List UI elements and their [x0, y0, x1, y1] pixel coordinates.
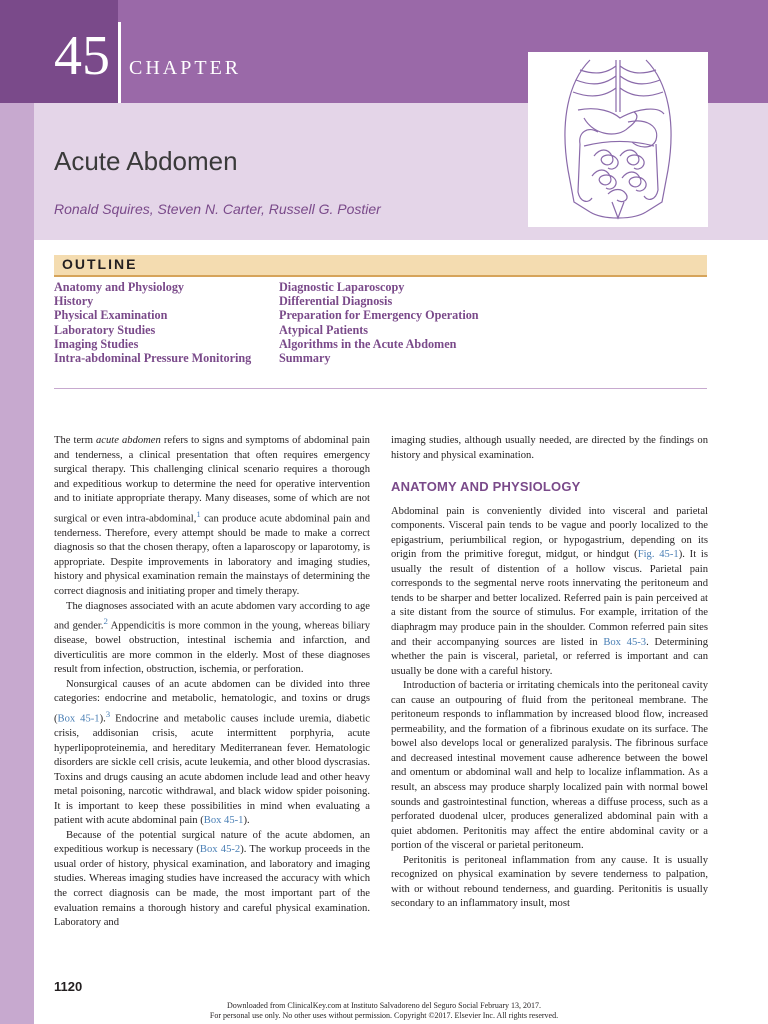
- chapter-label: CHAPTER: [129, 57, 242, 79]
- outline-link-anatomy[interactable]: Anatomy and Physiology: [54, 280, 185, 294]
- outline-link-differential-diagnosis[interactable]: Differential Diagnosis: [279, 294, 393, 309]
- citation-1[interactable]: 1: [196, 508, 201, 519]
- outline-label: OUTLINE: [62, 256, 138, 272]
- outline-link-atypical-patients[interactable]: Atypical Patients: [279, 322, 369, 337]
- outline-divider: [54, 388, 707, 389]
- outline-link-physical-examination[interactable]: Physical Examination: [54, 308, 168, 323]
- box-45-1-link-2[interactable]: Box 45-1: [203, 815, 244, 827]
- chapter-number: 45: [54, 25, 110, 87]
- footer-copyright: For personal use only. No other uses without permission. Copyright ©2017. Elsevier Inc. All rights reserved.: [209, 1011, 559, 1020]
- paragraph-pain-types: Abdominal pain is conveniently divided into visceral and parietal components. Visceral pain tends to be vague and poorly localized to the epigastrium, periumbilical region, or hypogastrium, depending on its origin from the primitive foregut, midgut, or hindgut (Fig. 45-1). It is usually the result of distention of a hollow viscus. Parietal pain corresponds to the segmental nerve roots innervating the peritoneum and tends to be sharper and better localized. Referred pain is pain perceived at a site distant from the source of stimulus. For example, irritation of the diaphragm may produce pain in the shoulder. Common referred pain sites and their accompanying sources are listed in Box 45-3. Determining whether the pain is visceral, parietal, or referred is important and can usually be done with a careful history.: [391, 505, 709, 677]
- box-45-3-link[interactable]: Box 45-3: [603, 636, 647, 648]
- outline-link-summary[interactable]: Summary: [279, 351, 331, 366]
- chapter-number-separator: [118, 22, 121, 103]
- outline-link-pressure-monitoring[interactable]: Intra-abdominal Pressure Monitoring: [54, 351, 252, 366]
- outline-link-emergency-operation[interactable]: Preparation for Emergency Operation: [279, 308, 479, 323]
- body-right-column: [391, 434, 708, 912]
- section-heading-anatomy: ANATOMY AND PHYSIOLOGY: [391, 479, 581, 495]
- outline-left-column: [54, 280, 251, 365]
- paragraph-intro: The term acute abdomen refers to signs and symptoms of abdominal pain and tenderness, a clinical presentation that often requires emergency surgical therapy. This challenging clinical scenario requires a thorough and expeditious workup to determine the need for operative intervention and to initiate appropriate therapy. Many diseases, some of which are not surgical or even intra-abdominal,$^1$ can produce acute abdominal pain and tenderness. Therefore, every attempt should be made to make a correct diagnosis so that the chosen therapy, often a laparoscopy or laparotomy, is appropriate. Despite improvements in laboratory and imaging studies, history and physical examination remain the mainstays of determining the correct diagnosis and initiating proper and timely therapy.: [54, 435, 371, 597]
- box-45-1-link[interactable]: Box 45-1: [57, 713, 100, 725]
- chapter-title: Acute Abdomen: [54, 146, 238, 176]
- footer-download-notice: Downloaded from ClinicalKey.com at Instituto Salvadoreno del Seguro Social February 13, 2017.: [226, 1001, 542, 1010]
- outline-link-imaging-studies[interactable]: Imaging Studies: [54, 336, 139, 351]
- outline-link-history[interactable]: History: [54, 294, 94, 309]
- page-number: 1120: [54, 979, 83, 994]
- paragraph-diagnoses: The diagnoses associated with an acute abdomen vary according to age and gender.$^2$ Appendicitis is more common in the young, whereas biliary disease, bowel obstruction, intestinal ischemia and infarction, and diverticulitis are more common in the elderly. Most of these diagnoses result from infection, obstruction, ischemia, or perforation.: [54, 600, 370, 676]
- outline-right-column: [279, 280, 479, 365]
- paragraph-workup: Because of the potential surgical nature of the acute abdomen, an expeditious workup is necessary (Box 45-2). The workup proceeds in the usual order of history, physical examination, and laboratory and imaging studies. Whereas imaging studies have increased the accuracy with which the correct diagnosis can be made, the most important part of the evaluation remains a thorough history and careful physical examination. Laboratory and: [54, 829, 370, 929]
- citation-3[interactable]: 3: [105, 708, 111, 719]
- box-45-2-link[interactable]: Box 45-2: [199, 844, 241, 856]
- outline-link-diagnostic-laparoscopy[interactable]: Diagnostic Laparoscopy: [279, 280, 405, 294]
- figure-45-1-link[interactable]: Fig. 45-1: [637, 549, 679, 561]
- paragraph-peritoneal-response: Introduction of bacteria or irritating chemicals into the peritoneal cavity can cause an outpouring of fluid from the peritoneal membrane. The peritoneum responds to inflammation by increased blood flow, increased permeability, and the formation of a fibrinous exudate on its surface. The bowel also develops local or generalized paralysis. The fibrinous surface and decreased intestinal movement cause adherence between the bowel and omentum or abdominal wall and help to localize inflammation. As a result, an abscess may produce sharply localized pain with normal bowel sounds and gastrointestinal function, whereas a diffuse process, such as a perforated duodenal ulcer, produces generalized abdominal pain with a quiet abdomen. Peritonitis may affect the entire abdominal cavity or a portion of the visceral or parietal peritoneum.: [391, 680, 708, 852]
- outline-link-algorithms[interactable]: Algorithms in the Acute Abdomen: [279, 336, 457, 351]
- paragraph-continued: imaging studies, although usually needed, are directed by the findings on history and physical examination.: [391, 435, 708, 461]
- outline-header-bar: [54, 255, 707, 277]
- citation-2[interactable]: 2: [103, 616, 108, 627]
- body-left-column: [54, 434, 370, 931]
- outline-link-laboratory-studies[interactable]: Laboratory Studies: [54, 322, 156, 337]
- paragraph-peritonitis: Peritonitis is peritoneal inflammation from any cause. It is usually recognized on physical examination by severe tenderness to palpation, with or without rebound tenderness, and guarding. Peritonitis is usually secondary to an inflammatory insult, most: [391, 854, 708, 910]
- abdominal-anatomy-illustration-icon: [528, 52, 708, 227]
- paragraph-nonsurgical: Nonsurgical causes of an acute abdomen can be divided into three categories: endocrine and metabolic, hematologic, and toxins or drugs (Box 45-1).$^3$ Endocrine and metabolic causes include uremia, diabetic crisis, addisonian crisis, acute intermittent porphyria, acute hyperlipoproteinemia, and hereditary Mediterranean fever. Hematologic disorders are sickle cell crisis, acute leukemia, and other blood dyscrasias. Toxins and drugs causing an acute abdomen include lead and other heavy metal poisoning, narcotic withdrawal, and black widow spider poisoning. It is important to keep these possibilities in mind when evaluating a patient with acute abdominal pain (Box 45-1).: [54, 678, 370, 827]
- chapter-authors: Ronald Squires, Steven N. Carter, Russell G. Postier: [54, 201, 381, 217]
- left-margin-strip: [0, 103, 34, 1024]
